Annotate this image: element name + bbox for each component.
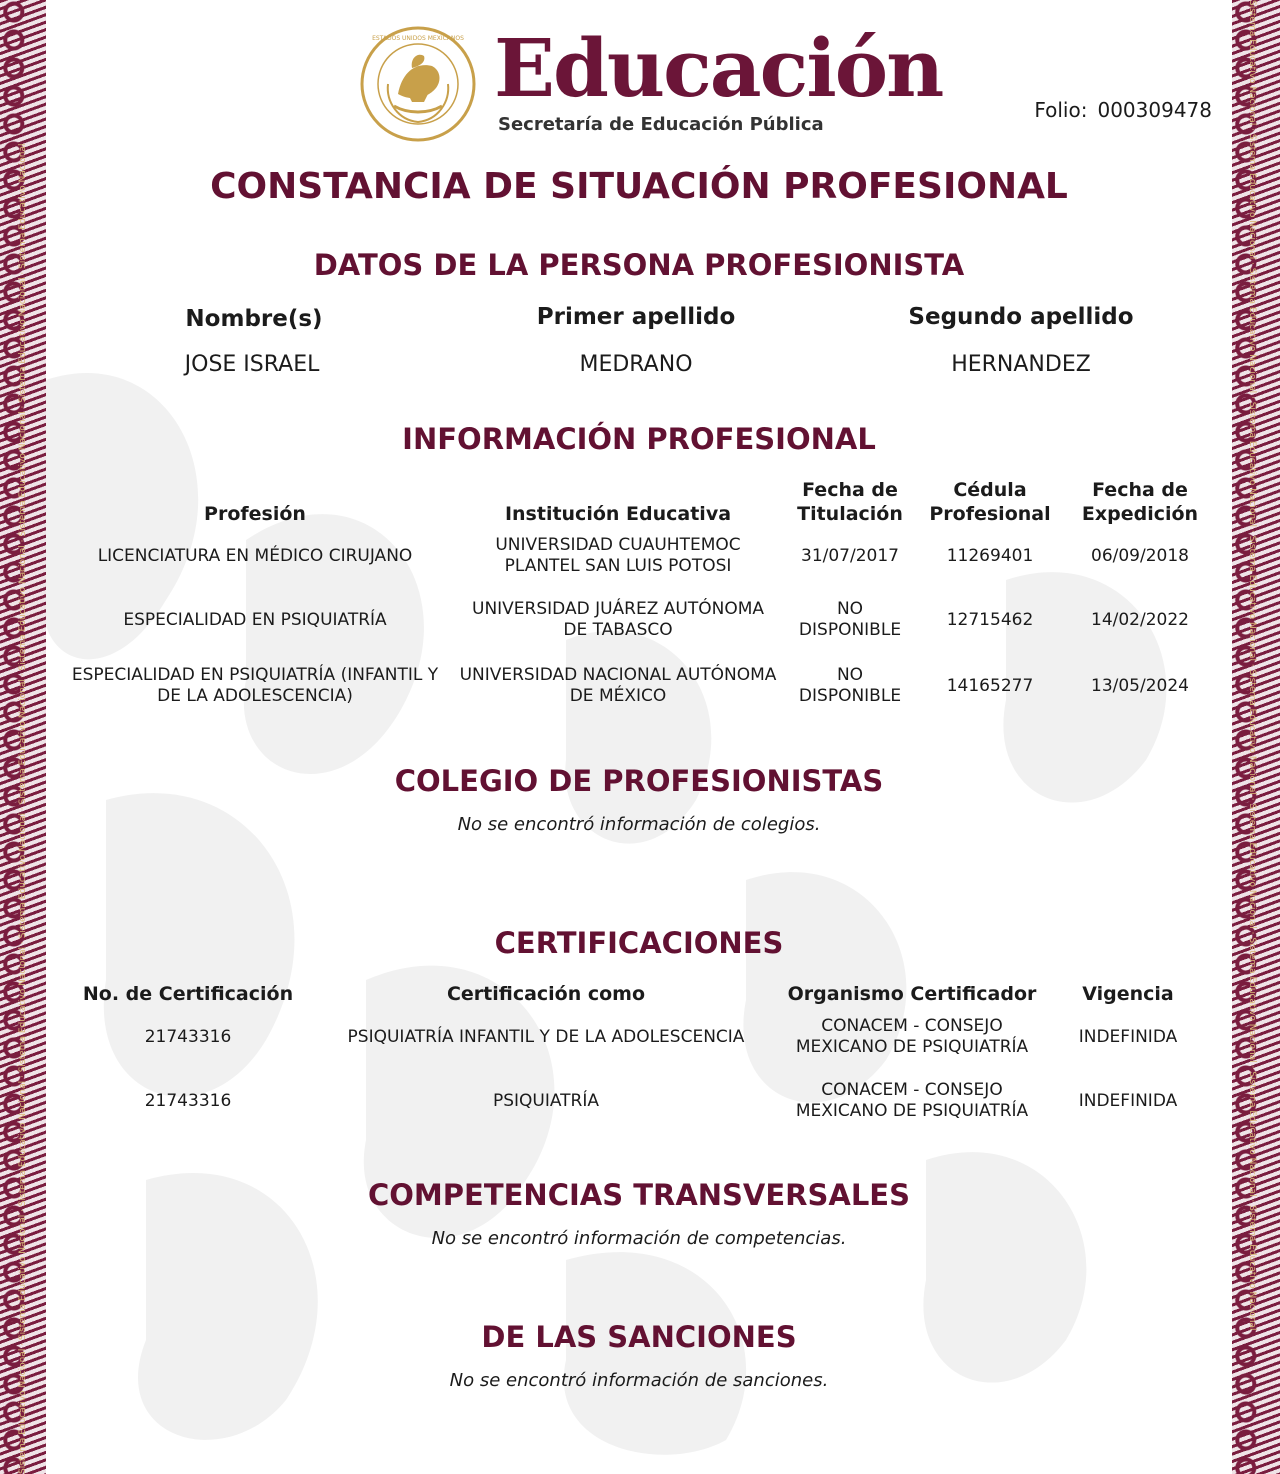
table-header: Vigencia [1082,983,1174,1005]
value-segundo-apellido: HERNANDEZ [951,352,1091,377]
brand-subtitle: Secretaría de Educación Pública [498,114,824,135]
table-cell: 31/07/2017 [801,545,899,566]
folio-label: Folio: [1034,98,1088,122]
table-cell: INDEFINIDA [1078,1026,1178,1047]
table-cell: NO DISPONIBLE [798,665,902,706]
table-cell: INDEFINIDA [1078,1090,1178,1111]
table-cell: 14165277 [946,675,1034,696]
section-title-colegio: COLEGIO DE PROFESIONISTAS [394,764,884,798]
section-title-certificaciones: CERTIFICACIONES [494,926,784,960]
colegio-note: No se encontró información de colegios. [457,814,821,835]
section-title-persona: DATOS DE LA PERSONA PROFESIONISTA [313,248,965,282]
table-cell: 13/05/2024 [1091,675,1189,696]
table-cell: ESPECIALIDAD EN PSIQUIATRÍA [123,609,387,630]
table-header: Certificación como [446,983,646,1005]
right-decorative-border [1232,0,1280,1474]
document-title: CONSTANCIA DE SITUACIÓN PROFESIONAL [210,166,1068,207]
table-cell: 11269401 [946,545,1034,566]
table-cell: PSIQUIATRÍA [492,1090,600,1111]
table-cell: NO DISPONIBLE [798,599,902,640]
folio-value: 000309478 [1097,98,1212,122]
table-header: No. de Certificación [82,983,294,1005]
section-title-sanciones: DE LAS SANCIONES [481,1320,797,1354]
table-cell: PSIQUIATRÍA INFANTIL Y DE LA ADOLESCENCIA [347,1026,745,1047]
table-cell: UNIVERSIDAD JUÁREZ AUTÓNOMA DE TABASCO [472,599,764,640]
table-cell: 21743316 [144,1090,232,1111]
table-header: Organismo Certificador [787,983,1037,1005]
table-header: Institución Educativa [504,503,732,525]
folio [1034,98,1212,122]
document-header [46,0,1232,150]
table-header: Fecha de Titulación [797,479,903,525]
left-decorative-border [0,0,46,1474]
table-cell: CONACEM - CONSEJO MEXICANO DE PSIQUIATRÍA [795,1016,1029,1057]
seal-text: ESTADOS UNIDOS MEXICANOS [372,35,464,42]
header-nombres: Nombre(s) [185,306,323,332]
table-header: Profesión [204,503,306,525]
table-cell: 12715462 [946,609,1034,630]
constancia-document [46,0,1232,1474]
value-primer-apellido: MEDRANO [579,352,693,377]
table-header: Cédula Profesional [929,479,1051,525]
table-cell: LICENCIATURA EN MÉDICO CIRUJANO [97,545,413,566]
table-cell: 06/09/2018 [1091,545,1189,566]
value-nombres: JOSE ISRAEL [184,352,320,377]
table-cell: ESPECIALIDAD EN PSIQUIATRÍA (INFANTIL Y DE LA ADOLESCENCIA) [71,665,439,706]
section-title-informacion: INFORMACIÓN PROFESIONAL [402,422,876,456]
table-cell: 14/02/2022 [1091,609,1189,630]
header-segundo-apellido: Segundo apellido [908,304,1134,330]
section-title-competencias: COMPETENCIAS TRANSVERSALES [367,1178,911,1212]
table-cell: UNIVERSIDAD NACIONAL AUTÓNOMA DE MÉXICO [459,665,777,706]
header-primer-apellido: Primer apellido [536,304,736,330]
mexican-coat-of-arms-icon [358,24,478,144]
competencias-note: No se encontró información de competencias. [431,1228,847,1249]
table-cell: UNIVERSIDAD CUAUHTEMOC PLANTEL SAN LUIS POTOSI [495,535,741,576]
brand-title: Educación [494,21,943,115]
table-cell: CONACEM - CONSEJO MEXICANO DE PSIQUIATRÍA [795,1080,1029,1121]
table-cell: 21743316 [144,1026,232,1047]
border-microtext: Sistema Educativo Nacional · Sistema Educativo Nacional · Sistema Educativo Nacional · Sistema Educativo Nacional · Sistema Educativo Nacional · Sistema Educativo Nacional · Sistema Educativo Nacional · Sistema Educativo Nacional · Sistema Educativo Nacional · Sistema Educativo Nacional [18,143,28,1474]
table-header: Fecha de Expedición [1081,479,1199,525]
border-microtext: Sistema Educativo Nacional · Sistema Educativo Nacional · Sistema Educativo Nacional · Sistema Educativo Nacional · Sistema Educativo Nacional · Sistema Educativo Nacional · Sistema Educativo Nacional · Sistema Educativo Nacional · Sistema Educativo Nacional · Sistema Educativo Nacional [1247,0,1257,1331]
sanciones-note: No se encontró información de sanciones. [449,1370,829,1391]
